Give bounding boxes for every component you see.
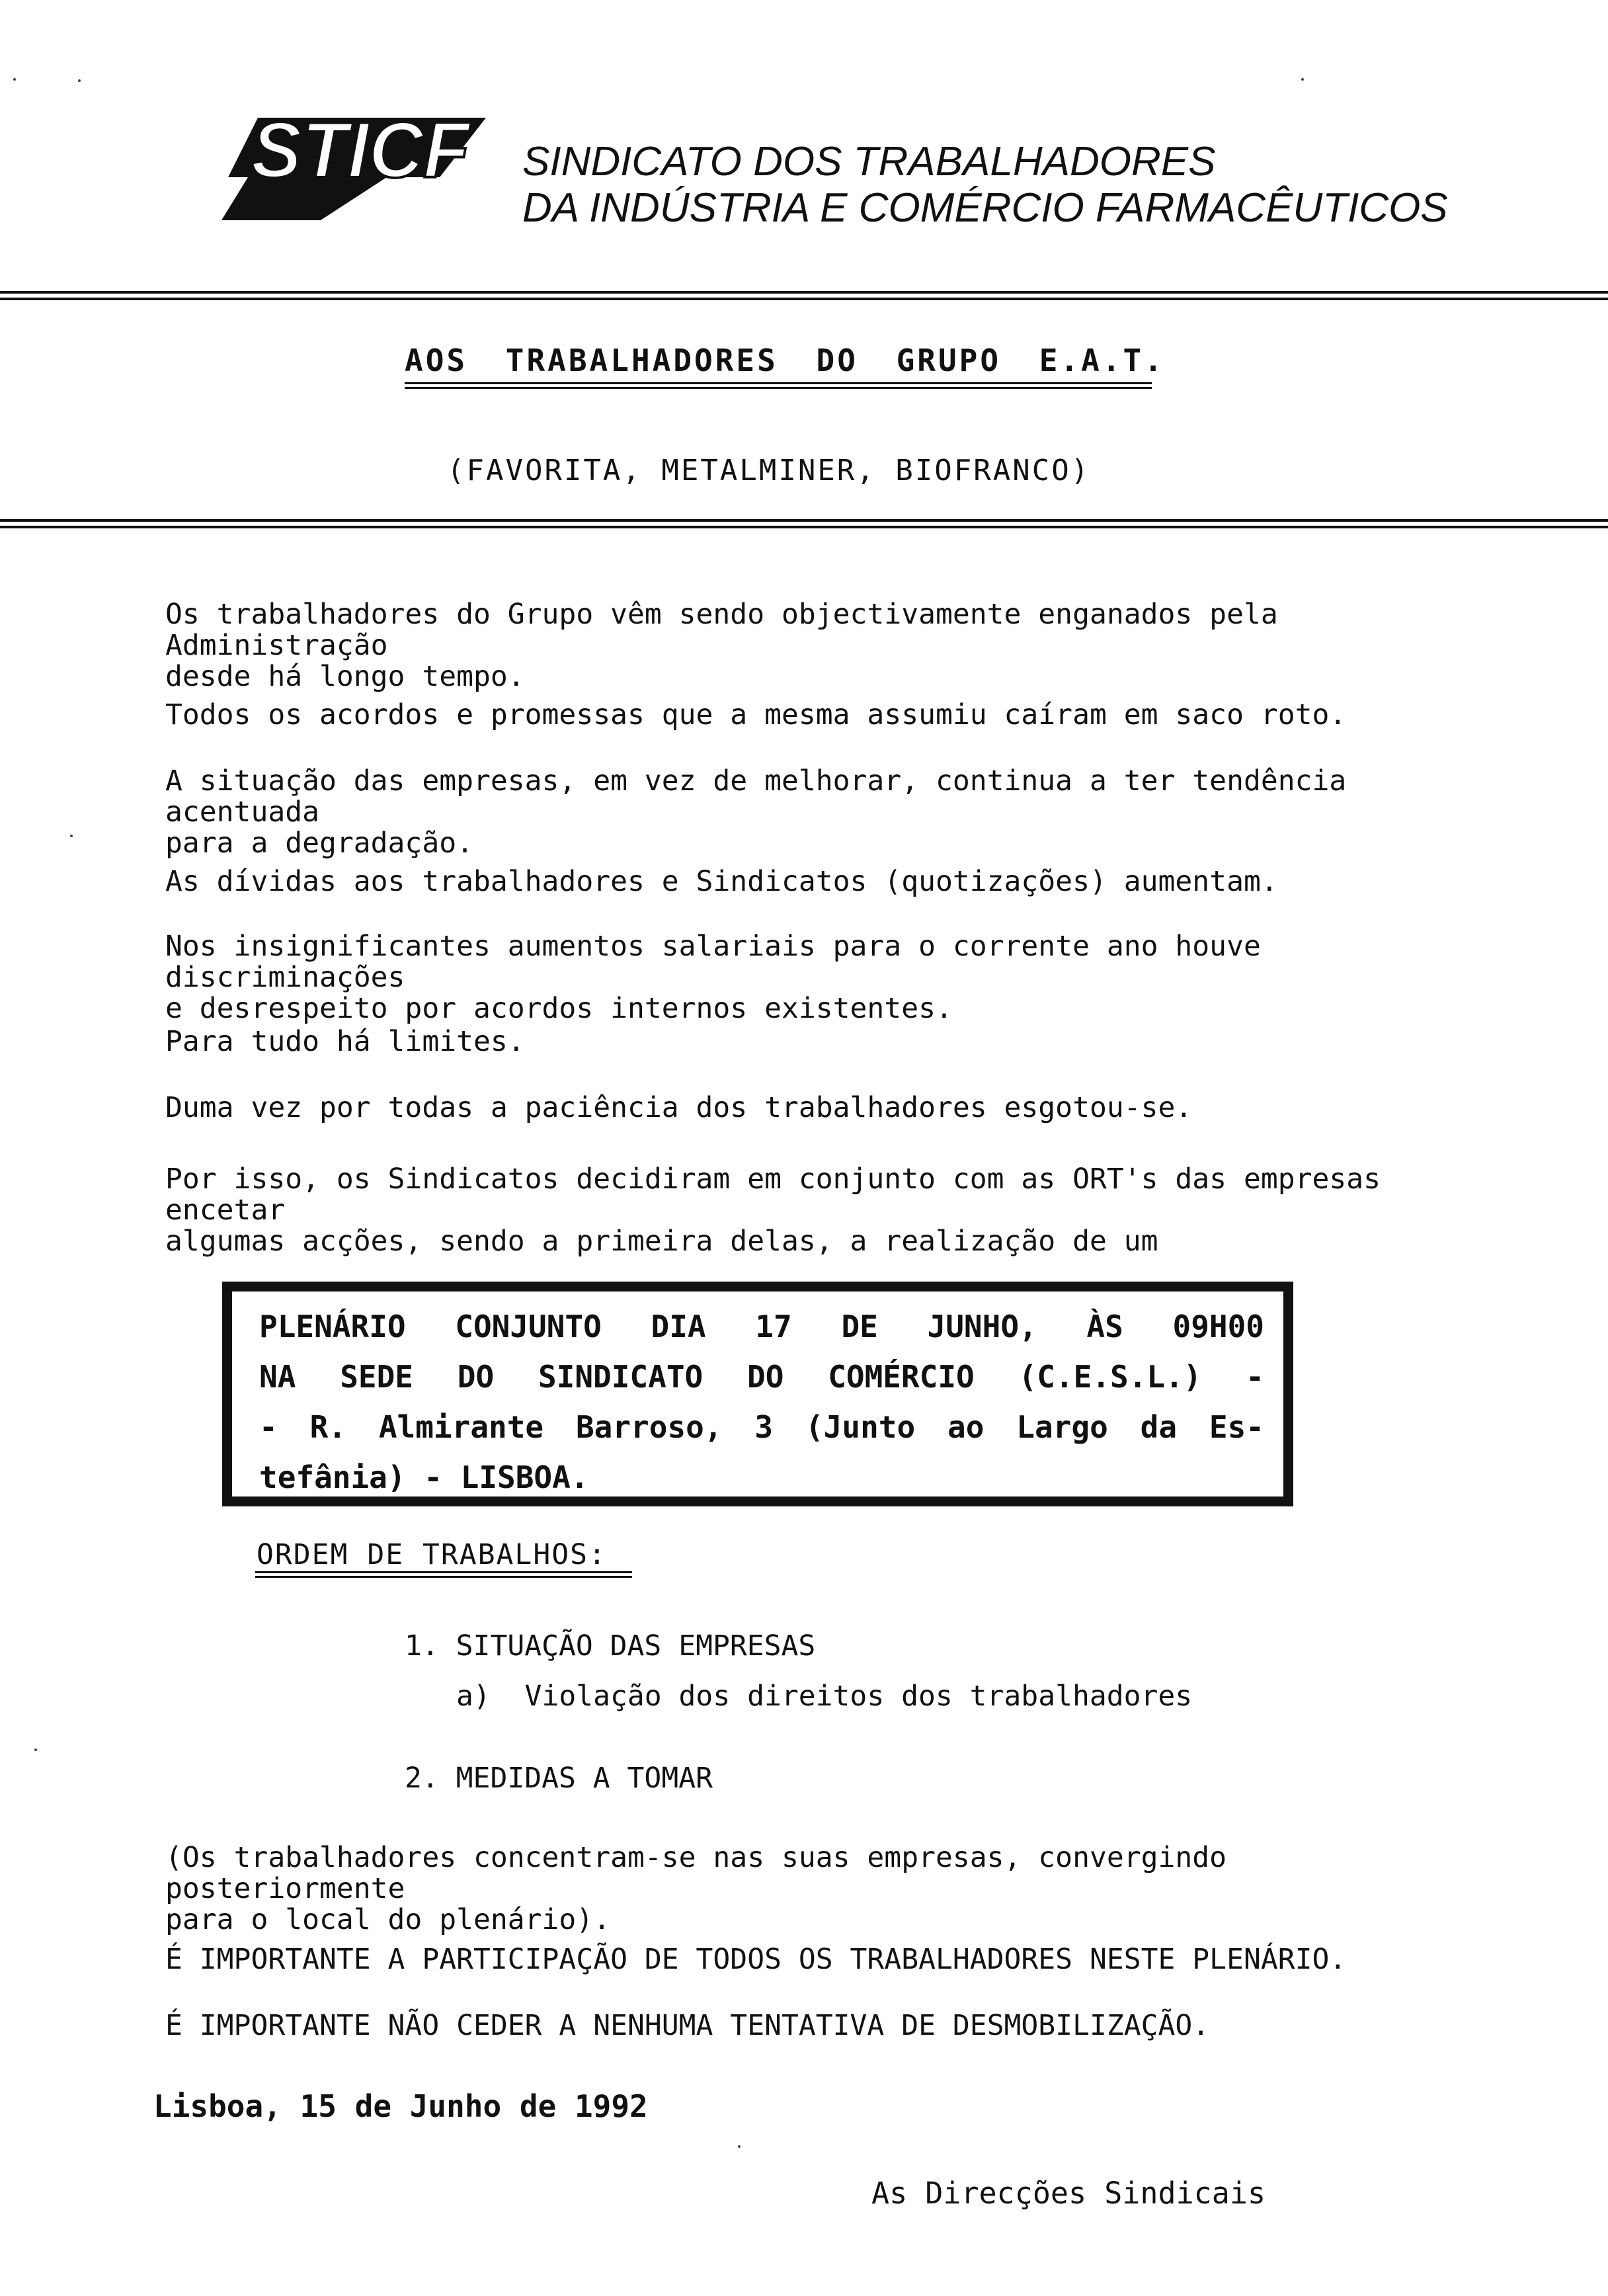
scan-speck bbox=[70, 835, 73, 837]
signature: As Direcções Sindicais bbox=[871, 2176, 1266, 2211]
organization-name-line2: DA INDÚSTRIA E COMÉRCIO FARMACÊUTICOS bbox=[522, 185, 1448, 231]
scan-speck bbox=[13, 78, 16, 81]
title-double-underline bbox=[405, 382, 1152, 389]
document-subtitle: (FAVORITA, METALMINER, BIOFRANCO) bbox=[447, 454, 1091, 487]
paragraph: Por isso, os Sindicatos decidiram em conjunto com as ORT's das empresas encetar algumas acções, sendo a primeira delas, a realização de um bbox=[165, 1163, 1381, 1258]
closing-paragraph: É IMPORTANTE NÃO CEDER A NENHUMA TENTATIVA DE DESMOBILIZAÇÃO. bbox=[165, 2009, 1210, 2042]
plenary-announcement-text bbox=[259, 1301, 1264, 1502]
paragraph: Para tudo há limites. bbox=[165, 1025, 525, 1058]
scan-speck bbox=[738, 2145, 741, 2148]
agenda-subitem: a) Violação dos direitos dos trabalhadores bbox=[456, 1680, 1193, 1713]
organization-name-line1: SINDICATO DOS TRABALHADORES bbox=[522, 139, 1216, 184]
plenary-line: NA SEDE DO SINDICATO DO COMÉRCIO (C.E.S.L.) - bbox=[259, 1359, 1264, 1395]
plenary-line: tefânia) - LISBOA. bbox=[259, 1459, 589, 1495]
scan-speck bbox=[78, 79, 81, 82]
closing-paragraph: (Os trabalhadores concentram-se nas suas empresas, convergindo posteriormente para o local do plenário). bbox=[165, 1841, 1227, 1936]
closing-paragraph: É IMPORTANTE A PARTICIPAÇÃO DE TODOS OS TRABALHADORES NESTE PLENÁRIO. bbox=[165, 1943, 1347, 1976]
document-date: Lisboa, 15 de Junho de 1992 bbox=[153, 2088, 648, 2124]
section-double-rule bbox=[0, 519, 1608, 534]
agenda-double-underline bbox=[255, 1571, 632, 1579]
agenda-item: 2. MEDIDAS A TOMAR bbox=[405, 1762, 713, 1795]
scan-speck bbox=[1301, 78, 1304, 81]
paragraph: A situação das empresas, em vez de melhorar, continua a ter tendência acentuada para a degradação. bbox=[165, 764, 1347, 860]
paragraph: As dívidas aos trabalhadores e Sindicatos (quotizações) aumentam. bbox=[165, 865, 1278, 898]
plenary-line: PLENÁRIO CONJUNTO DIA 17 DE JUNHO, ÀS 09H00 bbox=[259, 1309, 1264, 1344]
paragraph: Os trabalhadores do Grupo vêm sendo objectivamente enganados pela Administração desde há longo tempo. bbox=[165, 598, 1278, 693]
document-title: AOS TRABALHADORES DO GRUPO E.A.T. bbox=[405, 343, 1165, 378]
plenary-line: - R. Almirante Barroso, 3 (Junto ao Largo da Es- bbox=[259, 1409, 1264, 1445]
organization-name bbox=[522, 139, 1448, 231]
paragraph: Todos os acordos e promessas que a mesma assumiu caíram em saco roto. bbox=[165, 698, 1347, 731]
svg-text:STICF: STICF bbox=[251, 106, 471, 194]
header-double-rule bbox=[0, 291, 1608, 306]
agenda-heading: ORDEM DE TRABALHOS: bbox=[257, 1538, 607, 1571]
agenda-item: 1. SITUAÇÃO DAS EMPRESAS bbox=[405, 1629, 816, 1662]
scan-speck bbox=[34, 1748, 37, 1751]
sticf-logo bbox=[221, 104, 489, 220]
paragraph: Duma vez por todas a paciência dos trabalhadores esgotou-se. bbox=[165, 1091, 1193, 1124]
paragraph: Nos insignificantes aumentos salariais para o corrente ano houve discriminações e desrespeito por acordos internos existentes. bbox=[165, 930, 1261, 1025]
